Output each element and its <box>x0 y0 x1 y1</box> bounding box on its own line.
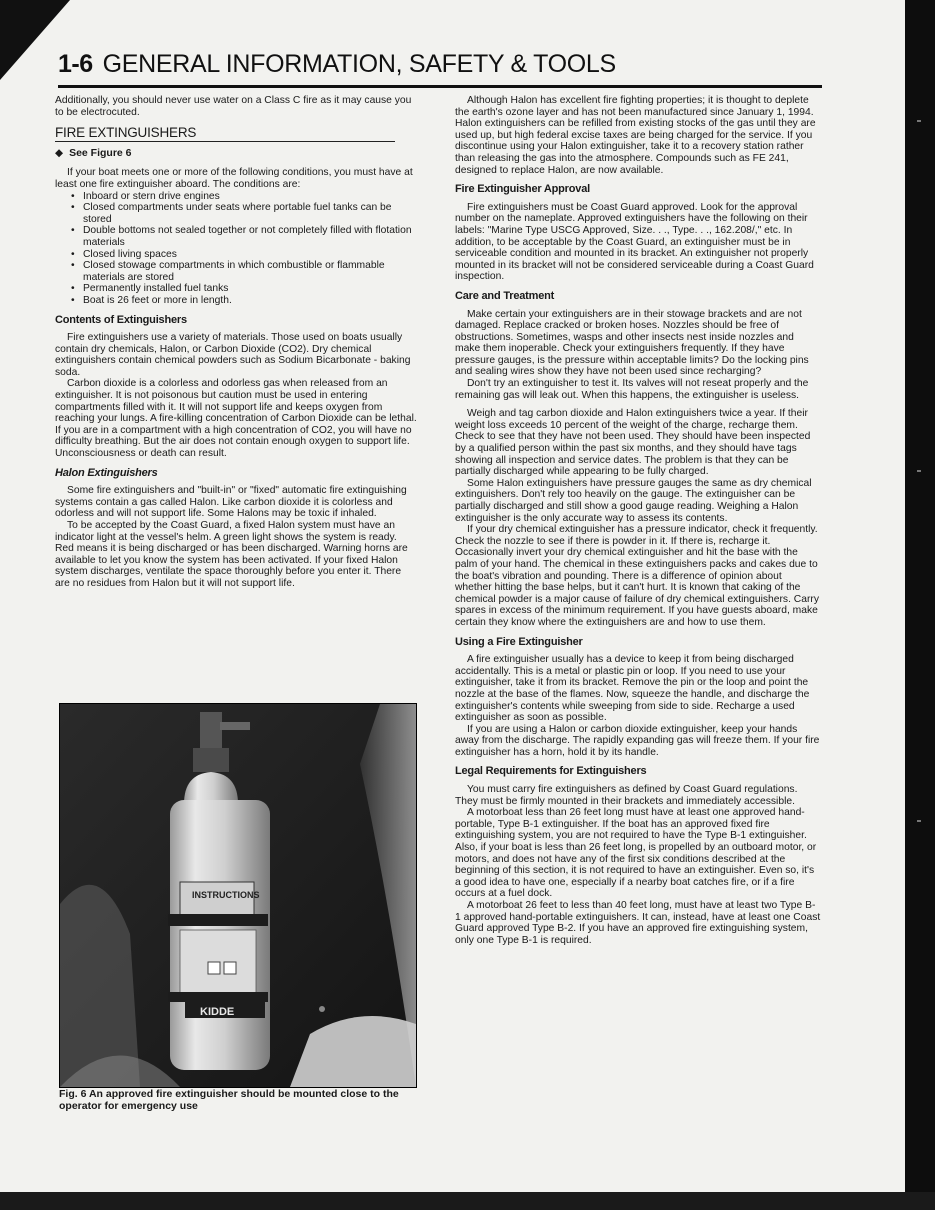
right-column <box>455 95 821 946</box>
list-item: • Double bottoms not sealed together or not completely filled with flotation materials <box>83 225 417 248</box>
list-item: • Permanently installed fuel tanks <box>83 283 417 295</box>
paragraph: Fire extinguishers must be Coast Guard approved. Look for the approval number on the nameplate. Approved extinguishers have the following on their labels: "Marine Type USCG Approved, Size. . ., Type. . ., 162.208/," etc. In addition, to be acceptable by the Coast Guard, an extinguisher must be in serviceable condition and mounted in its bracket. An extinguisher not properly mounted in its bracket will not be considered serviceable during a Coast Guard inspection. <box>455 201 814 283</box>
paragraph: If you are using a Halon or carbon dioxide extinguisher, keep your hands away from the discharge. The rapidly expanding gas will freeze them. If your fire extinguisher has a horn, hold it by its handle. <box>455 723 820 758</box>
paragraph: Some fire extinguishers and "built-in" or "fixed" automatic fire extinguishing systems contain a gas called Halon. Like carbon dioxide it is colorless and odorless and will not support life. Some Halons may be toxic if inhaled. <box>55 485 407 520</box>
page-header <box>58 50 820 90</box>
section-rule <box>55 141 395 142</box>
label-brand: KIDDE <box>200 1006 235 1018</box>
header-rule <box>58 85 822 88</box>
scan-edge-right <box>905 0 935 1210</box>
figure-reference <box>55 148 417 160</box>
left-column <box>55 95 417 590</box>
intro-paragraph: Additionally, you should never use water on a Class C fire as it may cause you to be electrocuted. <box>55 95 412 118</box>
fire-extinguisher-illustration <box>60 704 416 1087</box>
paragraph: Although Halon has excellent fire fighting properties; it is thought to deplete the earth's ozone layer and has not been manufactured since January 1, 1994. Halon extinguishers can be refilled from existing stocks of the gas until they are used up, but high federal excise taxes are being charged for the service. If you discontinue using your Halon extinguisher, take it to a recovery station rather than releasing the gas into the atmosphere. Compounds such as FE 241, designed to replace Halon, are now available. <box>455 95 816 176</box>
paragraph: Make certain your extinguishers are in their stowage brackets and are not damaged. Replace cracked or broken hoses. Nozzles should be free of obstructions. Sometimes, wasps and other insects nest inside nozzles and make them inoperable. Check your extinguishers frequently. If they have pressure gauges, is the pressure within acceptable limits? Do the locking pins and sealing wires show they have not been used since recharging? <box>455 308 809 378</box>
paragraph: Carbon dioxide is a colorless and odorless gas when released from an extinguisher. It is not poisonous but caution must be used in entering compartments filled with it. It will not support life and keeps oxygen from reaching your lungs. A fire-killing concentration of Carbon Dioxide can be lethal. If you are in a compartment with a high concentration of CO2, you will have no difficulty breathing. But the air does not contain enough oxygen to support life. Unconsciousness or death can result. <box>55 378 417 460</box>
conditions-list <box>55 191 417 307</box>
approval-heading: Fire Extinguisher Approval <box>455 183 590 196</box>
fire-extinguisher-photo <box>59 703 417 1088</box>
contents-heading: Contents of Extinguishers <box>55 313 187 326</box>
scan-edge-bottom <box>0 1192 935 1210</box>
conditions-intro: If your boat meets one or more of the following conditions, you must have at least one fire extinguisher aboard. The conditions are: <box>55 167 413 190</box>
scan-mark <box>917 470 921 472</box>
section-title: FIRE EXTINGUISHERS <box>55 125 197 141</box>
halon-heading: Halon Extinguishers <box>55 466 158 479</box>
scan-mark <box>917 120 921 122</box>
paragraph: Weigh and tag carbon dioxide and Halon extinguishers twice a year. If their weight loss exceeds 10 percent of the weight of the charge, recharge them. Check to see that they have not been used. They should have been inspected by a qualified person within the past six months, and they should have tags showing all inspection and service dates. The problem is that they can be partially discharged while appearing to be fully charged. <box>455 408 811 478</box>
list-item: • Closed stowage compartments in which combustible or flammable materials are stored <box>83 260 417 283</box>
label-instructions: INSTRUCTIONS <box>192 890 260 900</box>
list-item: • Boat is 26 feet or more in length. <box>83 295 417 307</box>
figure-6 <box>55 703 417 1120</box>
list-item: • Inboard or stern drive engines <box>83 191 417 203</box>
figure-reference-text: See Figure 6 <box>69 146 132 159</box>
chapter-title: GENERAL INFORMATION, SAFETY & TOOLS <box>102 50 616 78</box>
paragraph: If your dry chemical extinguisher has a pressure indicator, check it frequently. Check the nozzle to see if there is powder in it. If there is, recharge it. Occasionally invert your dry chemical extinguisher and hit the base with the palm of your hand. The chemical in these extinguishers packs and cakes due to the boat's vibration and pounding. There is a difference of opinion about whether hitting the base helps, but it can't hurt. It is known that caking of the chemical powder is a major cause of failure of dry chemical extinguishers. Carry spares in excess of the minimum requirement. If you have guests aboard, make certain they know where the extinguishers are and how to use them. <box>455 524 819 628</box>
paragraph: You must carry fire extinguishers as defined by Coast Guard regulations. They must be firmly mounted in their brackets and immediately accessible. <box>455 784 798 807</box>
paragraph: A fire extinguisher usually has a device to keep it from being discharged accidentally. This is a metal or plastic pin or loop. If you need to use your extinguisher, take it from its bracket. Remove the pin or the loop and point the nozzle at the base of the flames. Now, squeeze the handle, and discharge the extinguisher's contents while sweeping from side to side. Recharge a used extinguisher as soon as possible. <box>455 654 810 724</box>
paragraph: A motorboat 26 feet to less than 40 feet long, must have at least two Type B-1 approved hand-portable extinguishers. It can, instead, have at least one Coast Guard approved Type B-2. If you have an approved fire extinguishing system, only one Type B-1 is required. <box>455 900 821 946</box>
diamond-icon: ◆ <box>55 146 64 159</box>
paragraph: To be accepted by the Coast Guard, a fixed Halon system must have an indicator light at the vessel's helm. A green light shows the system is ready. Red means it is being discharged or has been discharged. Warning horns are available to let you know the system has been activated. If your fixed Halon system discharges, ventilate the space thoroughly before you enter it. There are no residues from Halon but it will not support life. <box>55 520 408 589</box>
care-heading: Care and Treatment <box>455 289 555 302</box>
list-item: • Closed living spaces <box>83 249 417 261</box>
using-heading: Using a Fire Extinguisher <box>455 635 583 648</box>
paragraph: Some Halon extinguishers have pressure gauges the same as dry chemical extinguishers. Don't rely too heavily on the gauge. The extinguisher can be partially discharged and still show a good gauge reading. Weighing a Halon extinguisher is the only accurate way to assess its contents. <box>455 477 812 524</box>
paragraph: Fire extinguishers use a variety of materials. Those used on boats usually contain dry chemicals, Halon, or Carbon Dioxide (CO2). Dry chemical extinguishers contain chemical powders such as Sodium Bicarbonate - baking soda. <box>55 332 411 378</box>
figure-caption: Fig. 6 An approved fire extinguisher should be mounted close to the operator for emergency use <box>59 1088 399 1112</box>
paragraph: Don't try an extinguisher to test it. Its valves will not reseat properly and the remaining gas will leak out. When this happens, the extinguisher is useless. <box>455 378 809 401</box>
scan-mark <box>917 820 921 822</box>
list-item: • Closed compartments under seats where portable fuel tanks can be stored <box>83 202 417 225</box>
page-number: 1-6 <box>58 50 93 78</box>
legal-heading: Legal Requirements for Extinguishers <box>455 765 647 778</box>
paragraph: A motorboat less than 26 feet long must have at least one approved hand-portable, Type B-1 extinguisher. If the boat has an approved fixed fire extinguishing system, you are not required to have the Type B-1 extinguisher. Also, if your boat is less than 26 feet long, is propelled by an outboard motor, or motors, and does not have any of the first six conditions described at the beginning of this section, it is not required to have an extinguisher. Even so, it's a good idea to have one, especially if a nearby boat catches fire, or if a fire occurs at a fuel dock. <box>455 807 817 900</box>
